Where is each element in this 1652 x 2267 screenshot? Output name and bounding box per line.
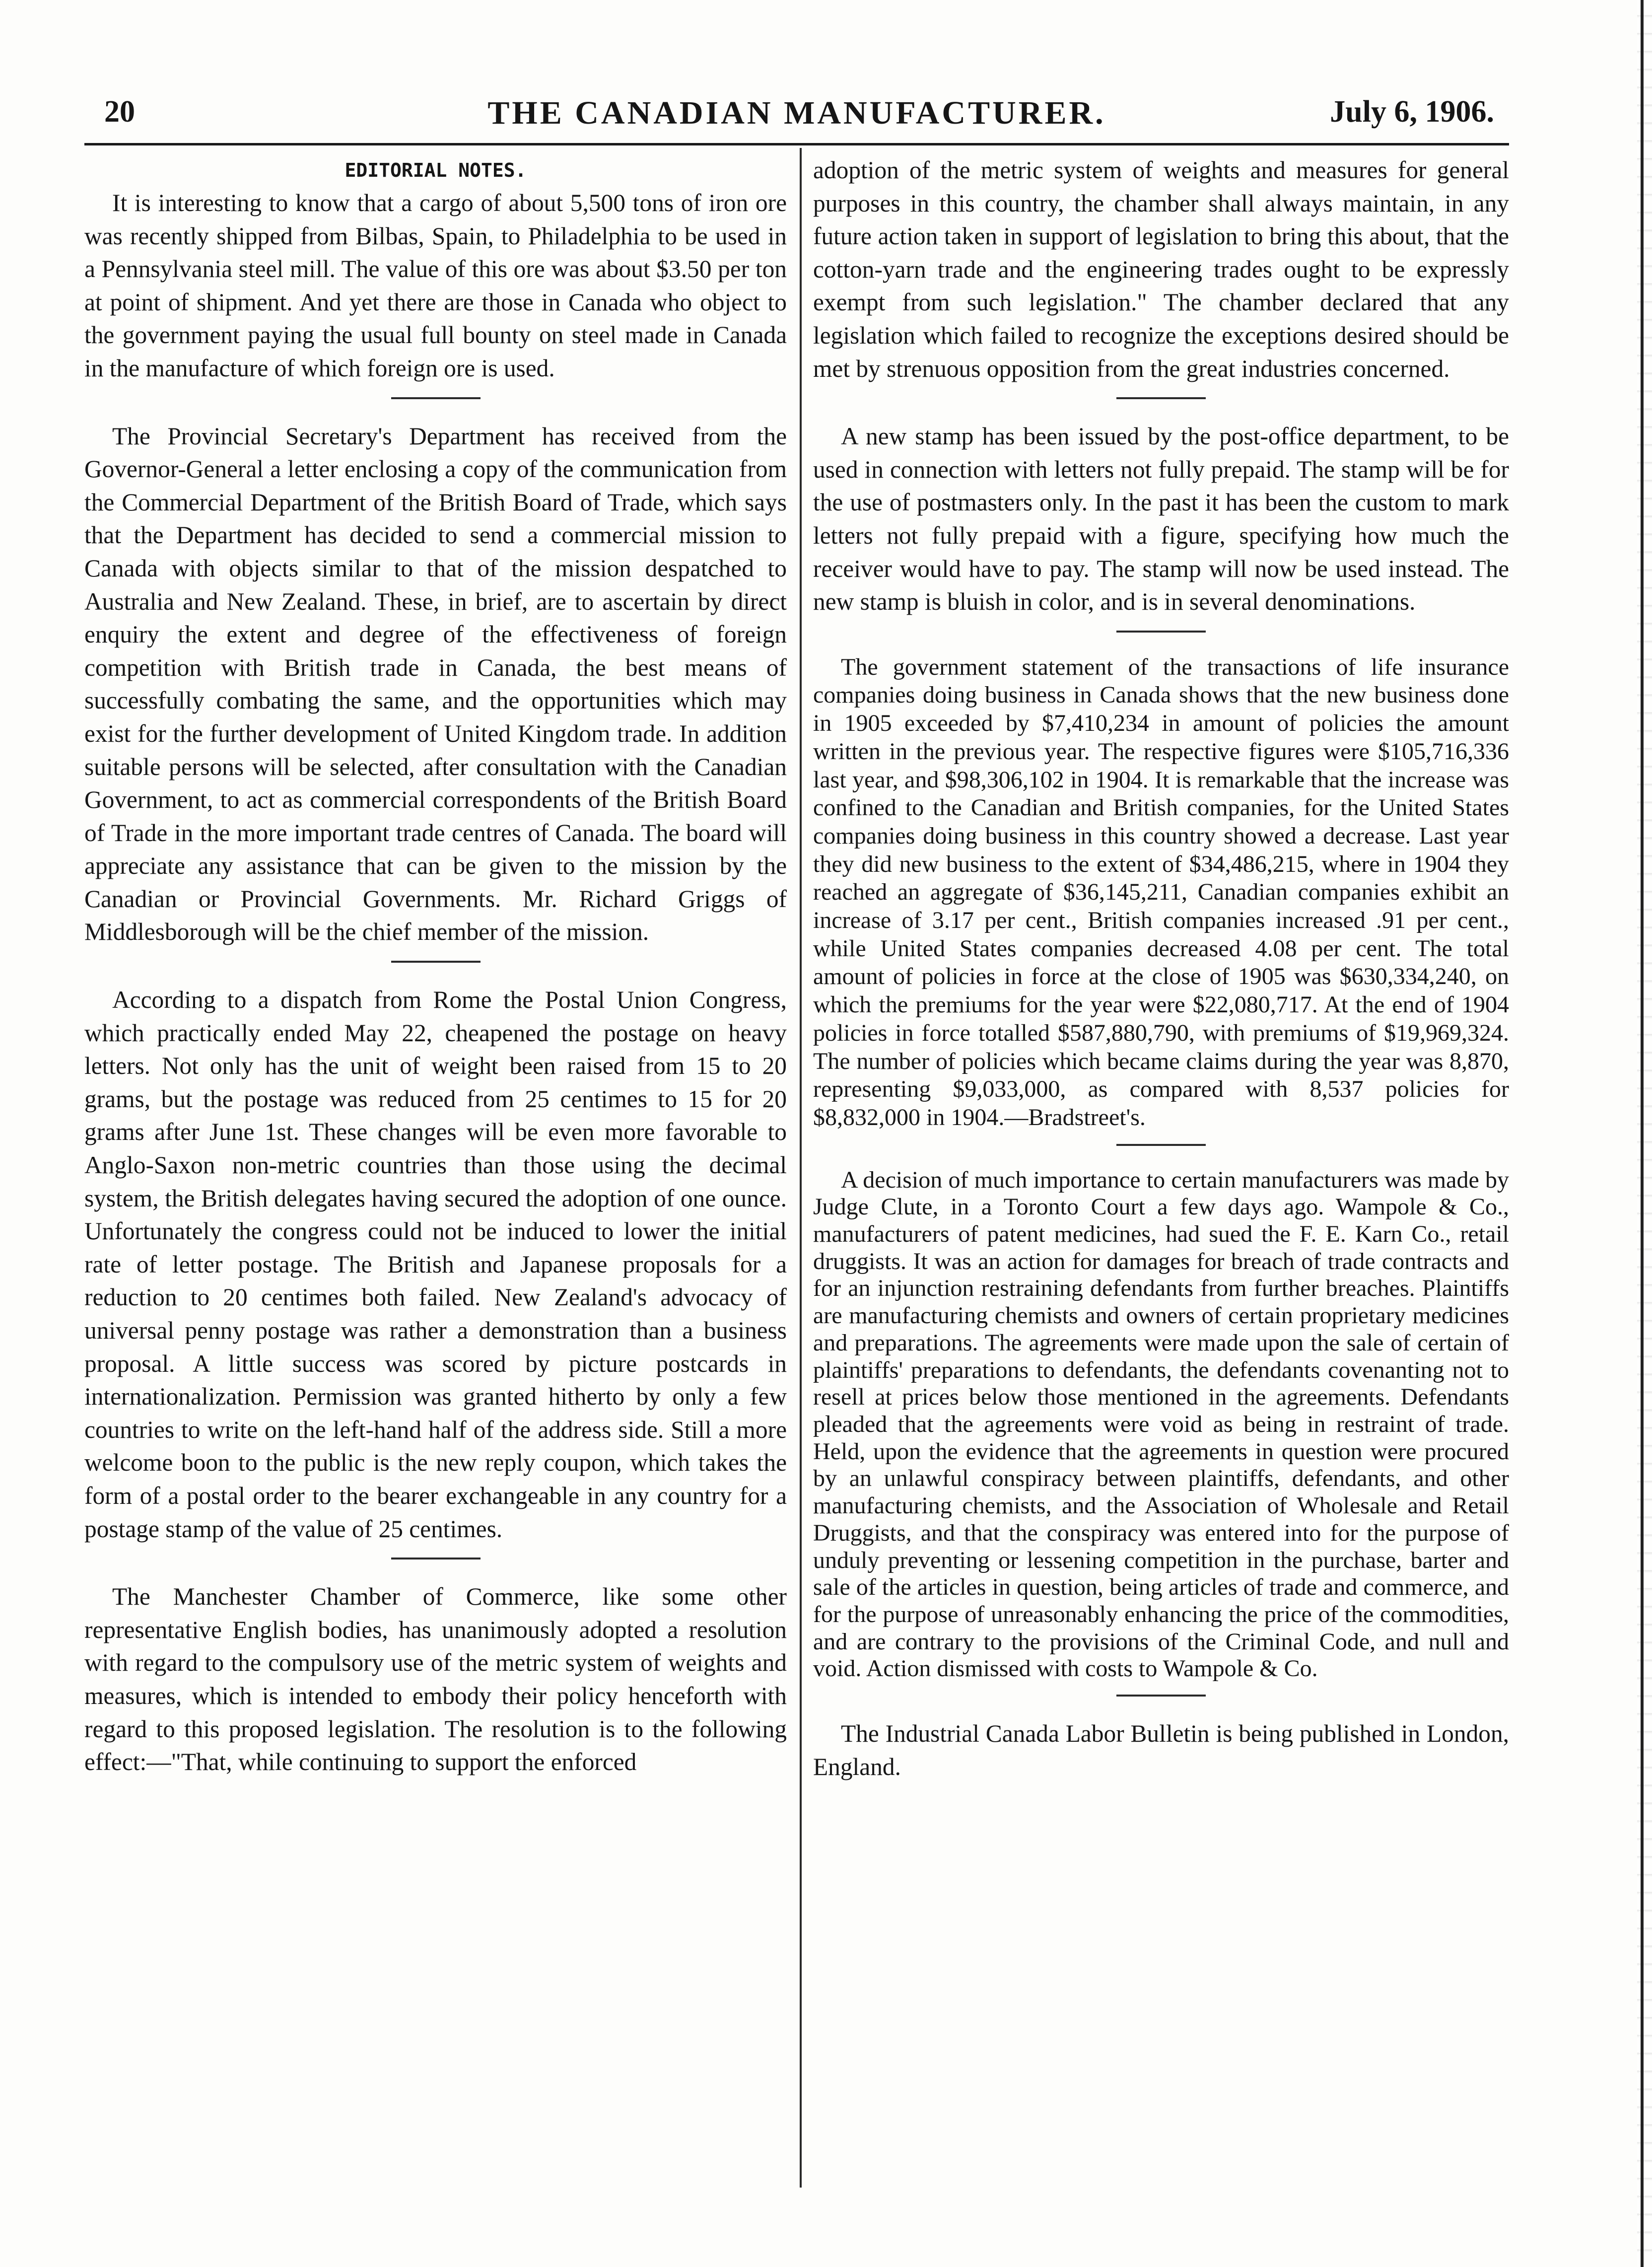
left-column — [84, 154, 787, 1779]
article-commercial-mission: The Provincial Secretary's Department has received from the Governor-General a letter enclosing a copy of the communication from the Commercial Department of the British Board of Trade, which says that the Department has decided to send a commercial mission to Canada with objects similar to that of the mission despatched to Australia and New Zealand. These, in brief, are to ascertain by direct enquiry the extent and degree of the effectiveness of foreign competition with British trade in Canada, the best means of successfully combating the same, and the opportunities which may exist for the further development of United Kingdom trade. In addition suitable persons will be selected, after consultation with the Canadian Government, to act as commercial correspondents of the British Board of Trade in the more important trade centres of Canada. The board will appreciate any assistance that can be given to the mission by the Canadian or Provincial Governments. Mr. Richard Griggs of Middlesborough will be the chief member of the mission. — [84, 422, 787, 946]
article-iron-ore: It is interesting to know that a cargo of about 5,500 tons of iron ore was recently shipped from Bilbas, Spain, to Philadelphia to be used in a Pennsylvania steel mill. The value of this ore was about $3.50 per ton at point of shipment. And yet there are those in Canada who object to the government paying the usual full bounty on steel made in Canada in the manufacture of which foreign ore is used. — [84, 189, 787, 382]
page-edge-speckle — [1637, 0, 1652, 2267]
header-rule — [84, 143, 1509, 145]
article-separator — [391, 1558, 481, 1559]
publication-title: THE CANADIAN MANUFACTURER. — [487, 95, 1106, 131]
article-separator — [1116, 397, 1206, 399]
issue-date: July 6, 1906. — [1330, 95, 1494, 129]
article-manchester-chamber: The Manchester Chamber of Commerce, like some other representative English bodies, has unanimously adopted a resolution with regard to the compulsory use of the metric system of weights and measures, which is intended to embody their policy henceforth with regard to this proposed legislation. The resolution is to the following effect:—"That, while continuing to support the enforced — [84, 1583, 787, 1776]
page-edge-line — [1641, 0, 1644, 2267]
section-heading: EDITORIAL NOTES. — [344, 159, 527, 181]
article-labor-bulletin: The Industrial Canada Labor Bulletin is being published in London, England. — [813, 1720, 1509, 1780]
article-separator — [391, 961, 481, 963]
article-separator — [1116, 1695, 1206, 1697]
article-life-insurance: The government statement of the transactions of life insurance companies doing business in Canada shows that the new business done in 1905 exceeded by $7,410,234 in amount of policies the amount written in the previous year. The respective figures were $105,716,336 last year, and $98,306,102 in 1904. It is remarkable that the increase was confined to the Canadian and British companies, for the United States companies doing business in this country showed a decrease. Last year they did new business to the extent of $34,486,215, where in 1904 they reached an aggregate of $36,145,211, Canadian companies exhibit an increase of 3.17 per cent., British companies increased .91 per cent., while United States companies decreased 4.08 per cent. The total amount of policies in force at the close of 1905 was $630,334,240, on which the premiums for the year were $22,080,717. At the end of 1904 policies in force totalled $587,880,790, with premiums of $19,969,324. The number of policies which became claims during the year was 8,870, representing $9,033,000, as compared with 8,537 policies for $8,832,000 in 1904.—Bradstreet's. — [813, 653, 1509, 1131]
article-new-stamp: A new stamp has been issued by the post-office department, to be used in connection with letters not fully prepaid. The stamp will be for the use of postmasters only. In the past it has been the custom to mark letters not fully prepaid with a figure, specifying how much the receiver would have to pay. The stamp will now be used instead. The new stamp is bluish in color, and is in several denominations. — [813, 423, 1509, 616]
article-separator — [391, 397, 481, 399]
article-wampole-decision: A decision of much importance to certain manufacturers was made by Judge Clute, in a Toronto Court a few days ago. Wampole & Co., manufacturers of patent medicines, had sued the F. E. Karn Co., retail druggists. It was an action for damages for breach of trade contracts and for an injunction restraining defendants from further breaches. Plaintiffs are manufacturing chemists and owners of certain proprietary medicines and preparations. The agreements were made upon the sale of certain of plaintiffs' preparations to defendants, the defendants covenanting not to resell at prices below those mentioned in the agreements. Defendants pleaded that the agreements were void as being in restraint of trade. Held, upon the evidence that the agreements in question were procured by an unlawful conspiracy between plaintiffs, defendants, and other manufacturing chemists, and the Association of Wholesale and Retail Druggists, and that the conspiracy was entered into for the purpose of unduly preventing or lessening competition in the purchase, barter and sale of the articles in question, being articles of trade and commerce, and for the purpose of unreasonably enhancing the price of the commodities, and are contrary to the provisions of the Criminal Code, and null and void. Action dismissed with costs to Wampole & Co. — [813, 1166, 1509, 1682]
right-column — [813, 154, 1509, 1783]
article-separator — [1116, 631, 1206, 633]
page-header — [84, 89, 1509, 144]
column-divider — [800, 148, 802, 2188]
article-postal-union: According to a dispatch from Rome the Postal Union Congress, which practically ended May 22, cheapened the postage on heavy letters. Not only has the unit of weight been raised from 15 to 20 grams, but the postage was reduced from 25 centimes to 15 for 20 grams after June 1st. These changes will be even more favorable to Anglo-Saxon non-metric countries than those using the decimal system, the British delegates having secured the adoption of one ounce. Unfortunately the congress could not be induced to lower the initial rate of letter postage. The British and Japanese proposals for a reduction to 20 centimes both failed. New Zealand's advocacy of universal penny postage was rather a demonstration than a business proposal. A little success was scored by picture postcards in internationalization. Permission was granted hitherto by only a few countries to write on the left-hand half of the address side. Still a more welcome boon to the public is the new reply coupon, which takes the form of a postal order to the bearer exchangeable in any country for a postage stamp of the value of 25 centimes. — [84, 986, 787, 1543]
article-manchester-continued: adoption of the metric system of weights and measures for general purposes in this country, the chamber shall always maintain, in any future action taken in support of legislation to bring this about, that the cotton-yarn trade and the engineering trades ought to be expressly exempt from such legislation." The chamber declared that any legislation which failed to recognize the exceptions desired should be met by strenuous opposition from the great industries concerned. — [813, 156, 1509, 382]
page-number: 20 — [104, 95, 135, 129]
article-separator — [1116, 1144, 1206, 1146]
